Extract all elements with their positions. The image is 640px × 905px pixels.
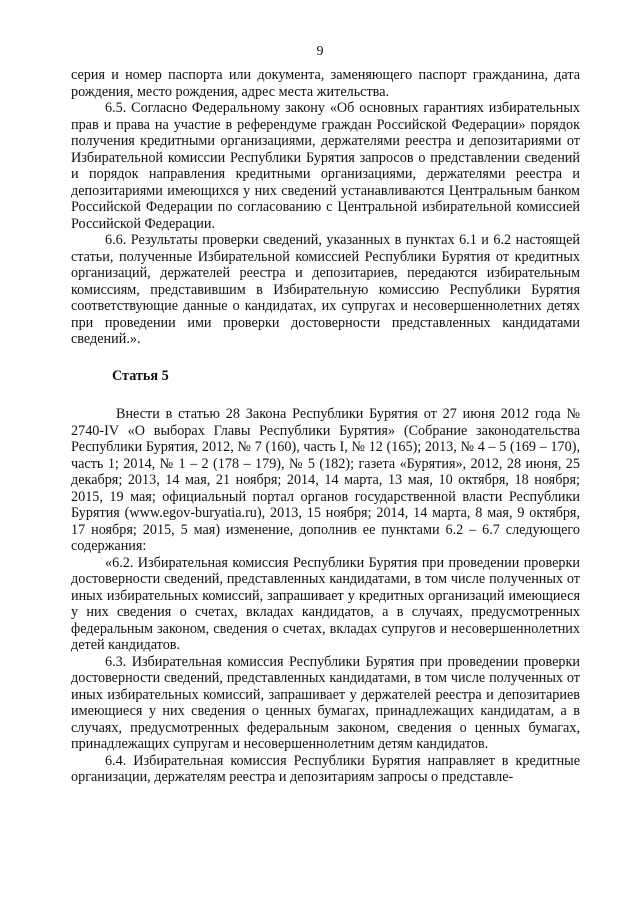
paragraph-new-6-4: 6.4. Избирательная комиссия Республики Бурятия направляет в кредитные организации, держателям реестра и депозитариям запросы о представле- (71, 752, 580, 785)
paragraph-6-6: 6.6. Результаты проверки сведений, указанных в пунктах 6.1 и 6.2 настоящей статьи, полученные Избирательной комиссией Республики Бурятия от кредитных организаций, держателей реестра и депозитариев, передаются избирательным комиссиям, представившим в Избирательную комиссию Республики Бурятия соответствующие данные о кандидатах, их супругах и несовершеннолетних детях при проведении ими проверки достоверности представленных кандидатами сведений.». (71, 232, 580, 347)
page-number: 9 (316, 44, 324, 59)
paragraph-amendment-intro: Внести в статью 28 Закона Республики Бурятия от 27 июня 2012 года № 2740-IV «О выборах Главы Республики Бурятия» (Собрание законодательства Республики Бурятия, 2012, № 7 (160), часть I, № 12 (165); 2013, № 4 – 5 (169 – 170), часть 1; 2014, № 1 – 2 (178 – 179), № 5 (182); газета «Бурятия», 2012, 28 июня, 25 декабря; 2013, 14 мая, 21 ноября; 2014, 14 марта, 13 мая, 10 октября, 18 ноября; 2015, 19 мая; официальный портал органов государственной власти Республики Бурятия (www.egov-buryatia.ru), 2013, 15 ноября; 2014, 14 марта, 8 мая, 9 октября, 17 ноября; 2015, 5 мая) изменение, дополнив ее пунктами 6.2 – 6.7 следующего содержания: (71, 406, 580, 554)
paragraph-6-5: 6.5. Согласно Федеральному закону «Об основных гарантиях избирательных прав и права на участие в референдуме граждан Российской Федерации» порядок получения кредитными организациями, держателями реестра и депозитариями от Избирательной комиссии Республики Бурятия запросов о представлении сведений и порядок направления кредитными организациями, держателями реестра и депозитариями имеющихся у них сведений устанавливаются Центральным банком Российской Федерации по согласованию с Центральной избирательной комиссией Российской Федерации. (71, 100, 580, 232)
article-heading: Статья 5 (112, 367, 169, 384)
paragraph-new-6-2: «6.2. Избирательная комиссия Республики Бурятия при проведении проверки достоверности сведений, представленных кандидатами, в том числе полученных от иных избирательных комиссий, запрашивает у кредитных организаций имеющиеся у них сведения о счетах, вкладах кандидатов, а в случаях, предусмотренных федеральным законом, сведения о счетах, вкладах супругов и несовершеннолетних детей кандидатов. (71, 554, 580, 653)
document-body (71, 67, 580, 786)
paragraph-new-6-3: 6.3. Избирательная комиссия Республики Бурятия при проведении проверки достоверности сведений, представленных кандидатами, в том числе полученных от иных избирательных комиссий, запрашивает у держателей реестра и депозитариев имеющиеся у них сведения о ценных бумагах, принадлежащих кандидатам, а в случаях, предусмотренных федеральным законом, сведения о ценных бумагах, принадлежащих супругам и несовершеннолетним детям кандидатов. (71, 653, 580, 752)
paragraph-continuation: серия и номер паспорта или документа, заменяющего паспорт гражданина, дата рождения, место рождения, адрес места жительства. (71, 67, 580, 100)
